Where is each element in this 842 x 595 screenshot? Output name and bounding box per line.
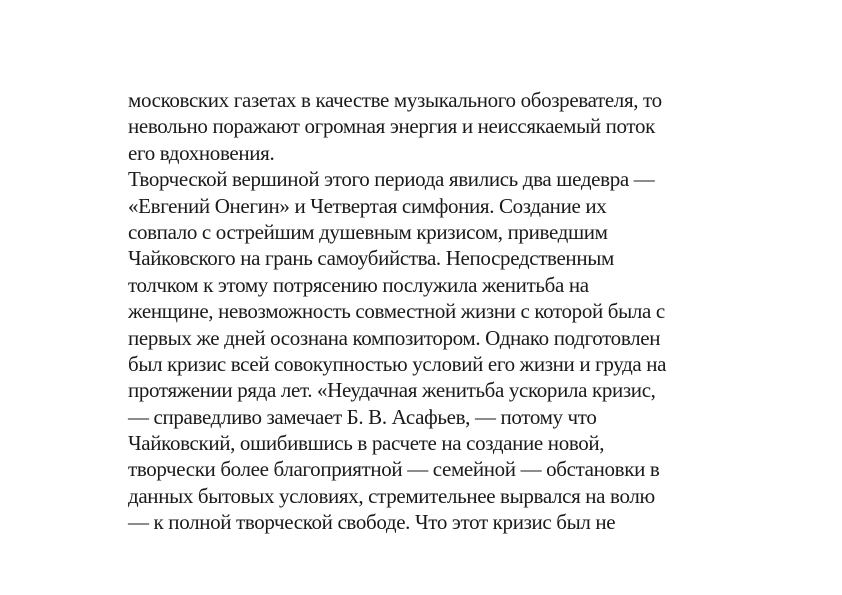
text-line: толчком к этому потрясению послужила женитьба на (128, 272, 589, 297)
text-line: совпало с острейшим душевным кризисом, приведшим (128, 219, 608, 244)
text-line: — к полной творческой свободе. Что этот кризис был не (128, 510, 616, 535)
text-line: его вдохновения. (128, 140, 275, 165)
text-line: Творческой вершиной этого периода явились два шедевра — (128, 167, 655, 192)
text-line: «Евгений Онегин» и Четвертая симфония. Создание их (128, 193, 607, 218)
text-line: московских газетах в качестве музыкального обозревателя, то (128, 88, 662, 112)
text-line: протяжении ряда лет. «Неудачная женитьба ускорила кризис, (128, 378, 656, 403)
text-line: Чайковского на грань самоубийства. Непосредственным (128, 246, 614, 271)
text-line: первых же дней осознана композитором. Однако подготовлен (128, 325, 661, 350)
text-line: невольно поражают огромная энергия и неиссякаемый поток (128, 114, 655, 139)
text-line: данных бытовых условиях, стремительнее вырвался на волю (128, 483, 655, 508)
text-line: был кризис всей совокупностью условий его жизни и груда на (128, 351, 667, 376)
body-text (128, 87, 728, 536)
text-line: творчески более благоприятной — семейной — обстановки в (128, 457, 660, 482)
text-line: — справедливо замечает Б. В. Асафьев, — потому что (128, 404, 597, 429)
text-line: Чайковский, ошибившись в расчете на создание новой, (128, 431, 605, 456)
text-line: женщине, невозможность совместной жизни с которой была с (128, 299, 665, 324)
